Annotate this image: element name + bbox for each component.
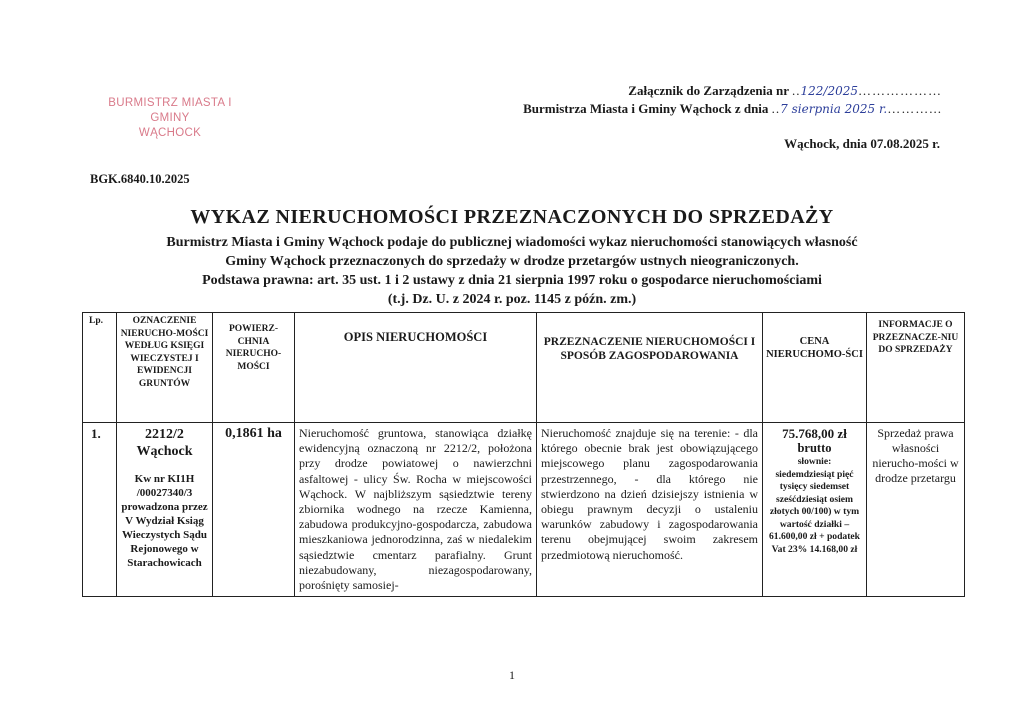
header-informacje: INFORMACJE O PRZEZNACZE-NIU DO SPRZEDAŻY [867, 313, 965, 423]
heading-line-2: Gminy Wąchock przeznaczonych do sprzedaży w drodze przetargów ustnych nieograniczonych. [225, 254, 799, 269]
attachment-header [523, 82, 942, 118]
property-table [82, 312, 965, 597]
heading-line-1: Burmistrz Miasta i Gminy Wąchock podaje do publicznej wiadomości wykaz nieruchomości stanowiących własność [166, 235, 858, 250]
resolution-number-handwritten: 122/2025 [800, 84, 858, 98]
table-header-row [83, 313, 965, 423]
price-in-words: słownie: siedemdziesiąt pięć tysięcy siedemset sześćdziesiąt osiem złotych 00/100) w tym wartość działki – 61.600,00 zł + podatek Vat 23% 14.168,00 zł [768, 456, 860, 555]
header-przeznaczenie: PRZEZNACZENIE NIERUCHOMOŚCI I SPOSÓB ZAGOSPODAROWANIA [537, 313, 763, 423]
attachment-line-2-dots-a: .. [771, 101, 781, 116]
row-opis: Nieruchomość gruntowa, stanowiąca działkę ewidencyjną oznaczoną nr 2212/2, położona przy drodze powiatowej o nawierzchni asfaltowej - ulicy Św. Rocha w miejscowości Wąchock. W najbliższym sąsiedztwie tereny zbiornika wodnego na rzecze Kamienna, zabudowa produkcyjno-gospodarcza, zabudowa mieszkaniowa jednorodzinna, zaś w niedalekim sąsiedztwie cmentarz parafialny. Grunt niezabudowany, niezagospodarowany, porośnięty samosiej- [295, 423, 537, 597]
row-oznaczenie [117, 423, 213, 597]
heading-line-4: (t.j. Dz. U. z 2024 r. poz. 1145 z późn. zm.) [387, 292, 637, 307]
document-title: WYKAZ NIERUCHOMOŚCI PRZEZNACZONYCH DO SPRZEDAŻY [190, 206, 834, 228]
attachment-line-2-dots: ………... [887, 101, 942, 116]
stamp-line-2: WĄCHOCK [138, 127, 202, 139]
place-and-date: Wąchock, dnia 07.08.2025 r. [784, 136, 940, 151]
land-register-info: Kw nr KI1H /00027340/3 prowadzona przez V Wydział Ksiąg Wieczystych Sądu Rejonowego w Starachowicach [121, 473, 208, 569]
row-informacje: Sprzedaż prawa własności nierucho-mości w drodze przetargu [867, 423, 965, 597]
row-lp: 1. [83, 423, 117, 597]
row-cena [763, 423, 867, 597]
header-oznaczenie: OZNACZENIE NIERUCHO-MOŚCI WEDŁUG KSIĘGI WIECZYSTEJ I EWIDENCJI GRUNTÓW [117, 313, 213, 423]
page-number: 1 [509, 668, 515, 682]
price-brutto: brutto [797, 441, 832, 455]
attachment-line-2 [523, 100, 942, 118]
attachment-line-2-text: Burmistrza Miasta i Gminy Wąchock z dnia [523, 101, 772, 116]
table-row [83, 423, 965, 597]
price-value: 75.768,00 zł [782, 426, 847, 441]
header-lp: Lp. [83, 313, 117, 423]
official-stamp [88, 96, 252, 141]
heading-line-3: Podstawa prawna: art. 35 ust. 1 i 2 ustawy z dnia 21 sierpnia 1997 roku o gospodarce nieruchomościami [202, 273, 822, 288]
case-signature: BGK.6840.10.2025 [90, 172, 190, 186]
header-powierzchnia: POWIERZ-CHNIA NIERUCHO-MOŚCI [213, 313, 295, 423]
attachment-line-1-dots: ……………… [858, 83, 942, 98]
header-opis: OPIS NIERUCHOMOŚCI [295, 313, 537, 423]
stamp-line-1: BURMISTRZ MIASTA I GMINY [108, 97, 232, 124]
attachment-line-1 [523, 82, 942, 100]
parcel-number: 2212/2 [145, 427, 184, 442]
header-cena: CENA NIERUCHOMO-ŚCI [763, 313, 867, 423]
row-area: 0,1861 ha [213, 423, 295, 597]
attachment-line-1-text: Załącznik do Zarządzenia nr [628, 83, 792, 98]
parcel-location: Wąchock [136, 444, 193, 459]
row-przeznaczenie: Nieruchomość znajduje się na terenie: - dla którego obecnie brak jest obowiązującego miejscowego planu zagospodarowania przestrzennego, - dla którego nie stwierdzono na dzień dzisiejszy istnienia w obiegu prawnym decyzji o ustaleniu warunków zabudowy i zagospodarowania terenu obejmującej swoim zakresem przedmiotową nieruchomość. [537, 423, 763, 597]
attachment-line-1-dots-a: .. [792, 83, 801, 98]
resolution-date-handwritten: 7 sierpnia 2025 r. [780, 102, 888, 116]
